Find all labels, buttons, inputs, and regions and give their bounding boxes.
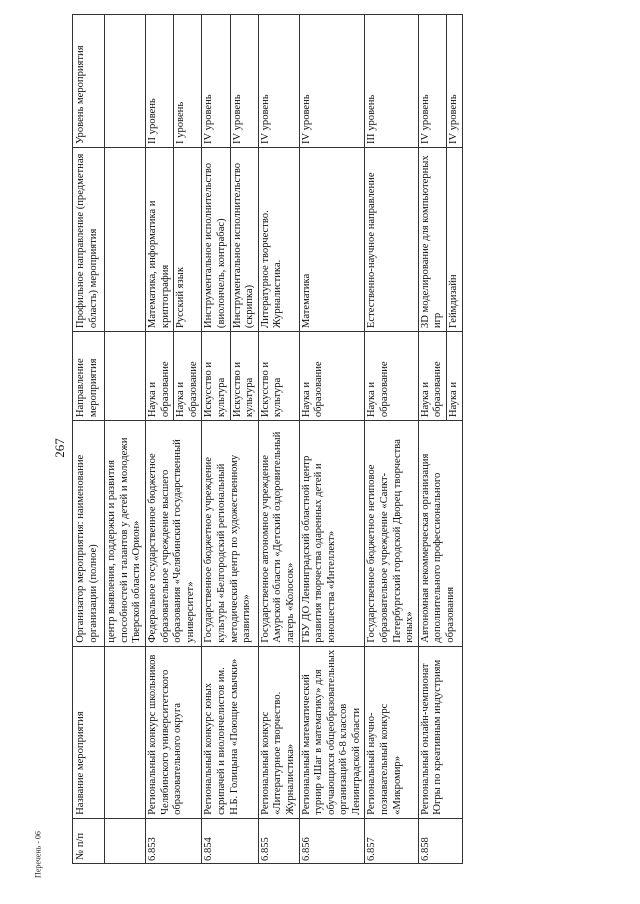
organizer-cell: Государственное бюджетное учреждение культуры «Белгородский региональный методический центр по художественному развитию» bbox=[202, 421, 258, 647]
organizer-cell: ГБУ ДО Ленинградский областной центр развития творчества одаренных детей и юношества «Интеллект» bbox=[299, 421, 365, 647]
direction-cell: Наука и образование bbox=[365, 332, 418, 421]
header-level: Уровень мероприятия bbox=[73, 15, 105, 148]
profile-cell: 3D моделирование для компьютерных игр bbox=[418, 148, 446, 332]
table-header-row bbox=[73, 15, 105, 864]
row-number-cell: 6.858 bbox=[418, 818, 462, 863]
profile-cell: Инструментальное исполнительство (скрипка) bbox=[230, 148, 258, 332]
level-cell: IV уровень bbox=[230, 15, 258, 148]
direction-cell: Наука и образование bbox=[299, 332, 365, 421]
profile-cell: Инструментальное исполнительство (виолончель, контрабас) bbox=[202, 148, 230, 332]
event-name-cell: Региональный конкурс юных скрипачей и виолончелистов им. Н.Б. Голицына «Поющие смычки» bbox=[202, 646, 258, 818]
profile-cell: Естественно-научное направление bbox=[365, 148, 418, 332]
organizer-cell: Государственное автономное учреждение Амурской области «Детский оздоровительный лагерь «Колосок» bbox=[258, 421, 299, 647]
table-row bbox=[258, 15, 299, 864]
header-direction: Направление мероприятия bbox=[73, 332, 105, 421]
level-cell: IV уровень bbox=[418, 15, 446, 148]
table-row-continued bbox=[105, 15, 146, 864]
page-footer: Перечень - 06 bbox=[33, 831, 43, 878]
level-cell: IV уровень bbox=[258, 15, 299, 148]
table-row bbox=[365, 15, 418, 864]
event-name-cell: Региональный конкурс школьников Челябинского университетского образовательного округа bbox=[145, 646, 201, 818]
row-number-cell: 6.856 bbox=[299, 818, 365, 863]
level-cell: I уровень bbox=[174, 15, 202, 148]
row-number-cell: 6.853 bbox=[145, 818, 201, 863]
organizer-cell: Государственное бюджетное нетиповое образовательное учреждение «Санкт-Петербургский городской Дворец творчества юных» bbox=[365, 421, 418, 647]
organizer-cell: Федеральное государственное бюджетное образовательное учреждение высшего образования «Челябинский государственный университет» bbox=[145, 421, 201, 647]
table-row bbox=[299, 15, 365, 864]
level-cell: IV уровень bbox=[299, 15, 365, 148]
direction-cell: Наука и образование bbox=[418, 332, 446, 421]
row-number-cell: 6.857 bbox=[365, 818, 418, 863]
table-row bbox=[202, 15, 230, 864]
event-name-cell: Региональный конкурс «Литературное творчество. Журналистика» bbox=[258, 646, 299, 818]
direction-cell: Искусство и культура bbox=[202, 332, 230, 421]
table-row bbox=[418, 15, 446, 864]
profile-cell: Геймдизайн bbox=[447, 148, 463, 332]
event-name-cell: Региональный математический турнир «Шаг в математику» для обучающихся общеобразовательных организаций 6-8 классов Ленинградской области bbox=[299, 646, 365, 818]
direction-cell: Искусство и культура bbox=[258, 332, 299, 421]
profile-cell: Литературное творчество. Журналистика. bbox=[258, 148, 299, 332]
profile-cell: Русский язык bbox=[174, 148, 202, 332]
profile-cell: Математика bbox=[299, 148, 365, 332]
row-number-cell: 6.855 bbox=[258, 818, 299, 863]
header-num: № п/п bbox=[73, 818, 105, 863]
direction-cell: Наука и образование bbox=[145, 332, 173, 421]
direction-cell: Наука и bbox=[447, 332, 463, 421]
rotated-table-container bbox=[72, 14, 622, 864]
page-number: 267 bbox=[52, 438, 67, 458]
organizer-cell-continued: центр выявления, поддержки и развития способностей и талантов у детей и молодежи Тверской области «Орион» bbox=[105, 421, 146, 647]
table-row bbox=[145, 15, 173, 864]
profile-cell: Математика, информатика и криптография bbox=[145, 148, 173, 332]
events-table bbox=[72, 14, 463, 864]
header-profile: Профильное направление (предметная область) мероприятия bbox=[73, 148, 105, 332]
event-name-cell: Региональный онлайн-чемпионат Югры по креативным индустриям bbox=[418, 646, 462, 818]
header-name: Название мероприятия bbox=[73, 646, 105, 818]
direction-cell: Искусство и культура bbox=[230, 332, 258, 421]
row-number-cell: 6.854 bbox=[202, 818, 258, 863]
level-cell: II уровень bbox=[145, 15, 173, 148]
level-cell: IV уровень bbox=[447, 15, 463, 148]
header-organizer: Организатор мероприятия: наименование организации (полное) bbox=[73, 421, 105, 647]
direction-cell: Наука и образование bbox=[174, 332, 202, 421]
organizer-cell: Автономная некоммерческая организация дополнительного профессионального образования bbox=[418, 421, 462, 647]
level-cell: IV уровень bbox=[202, 15, 230, 148]
event-name-cell: Региональный научно-познавательный конкурс «Микромир» bbox=[365, 646, 418, 818]
level-cell: III уровень bbox=[365, 15, 418, 148]
